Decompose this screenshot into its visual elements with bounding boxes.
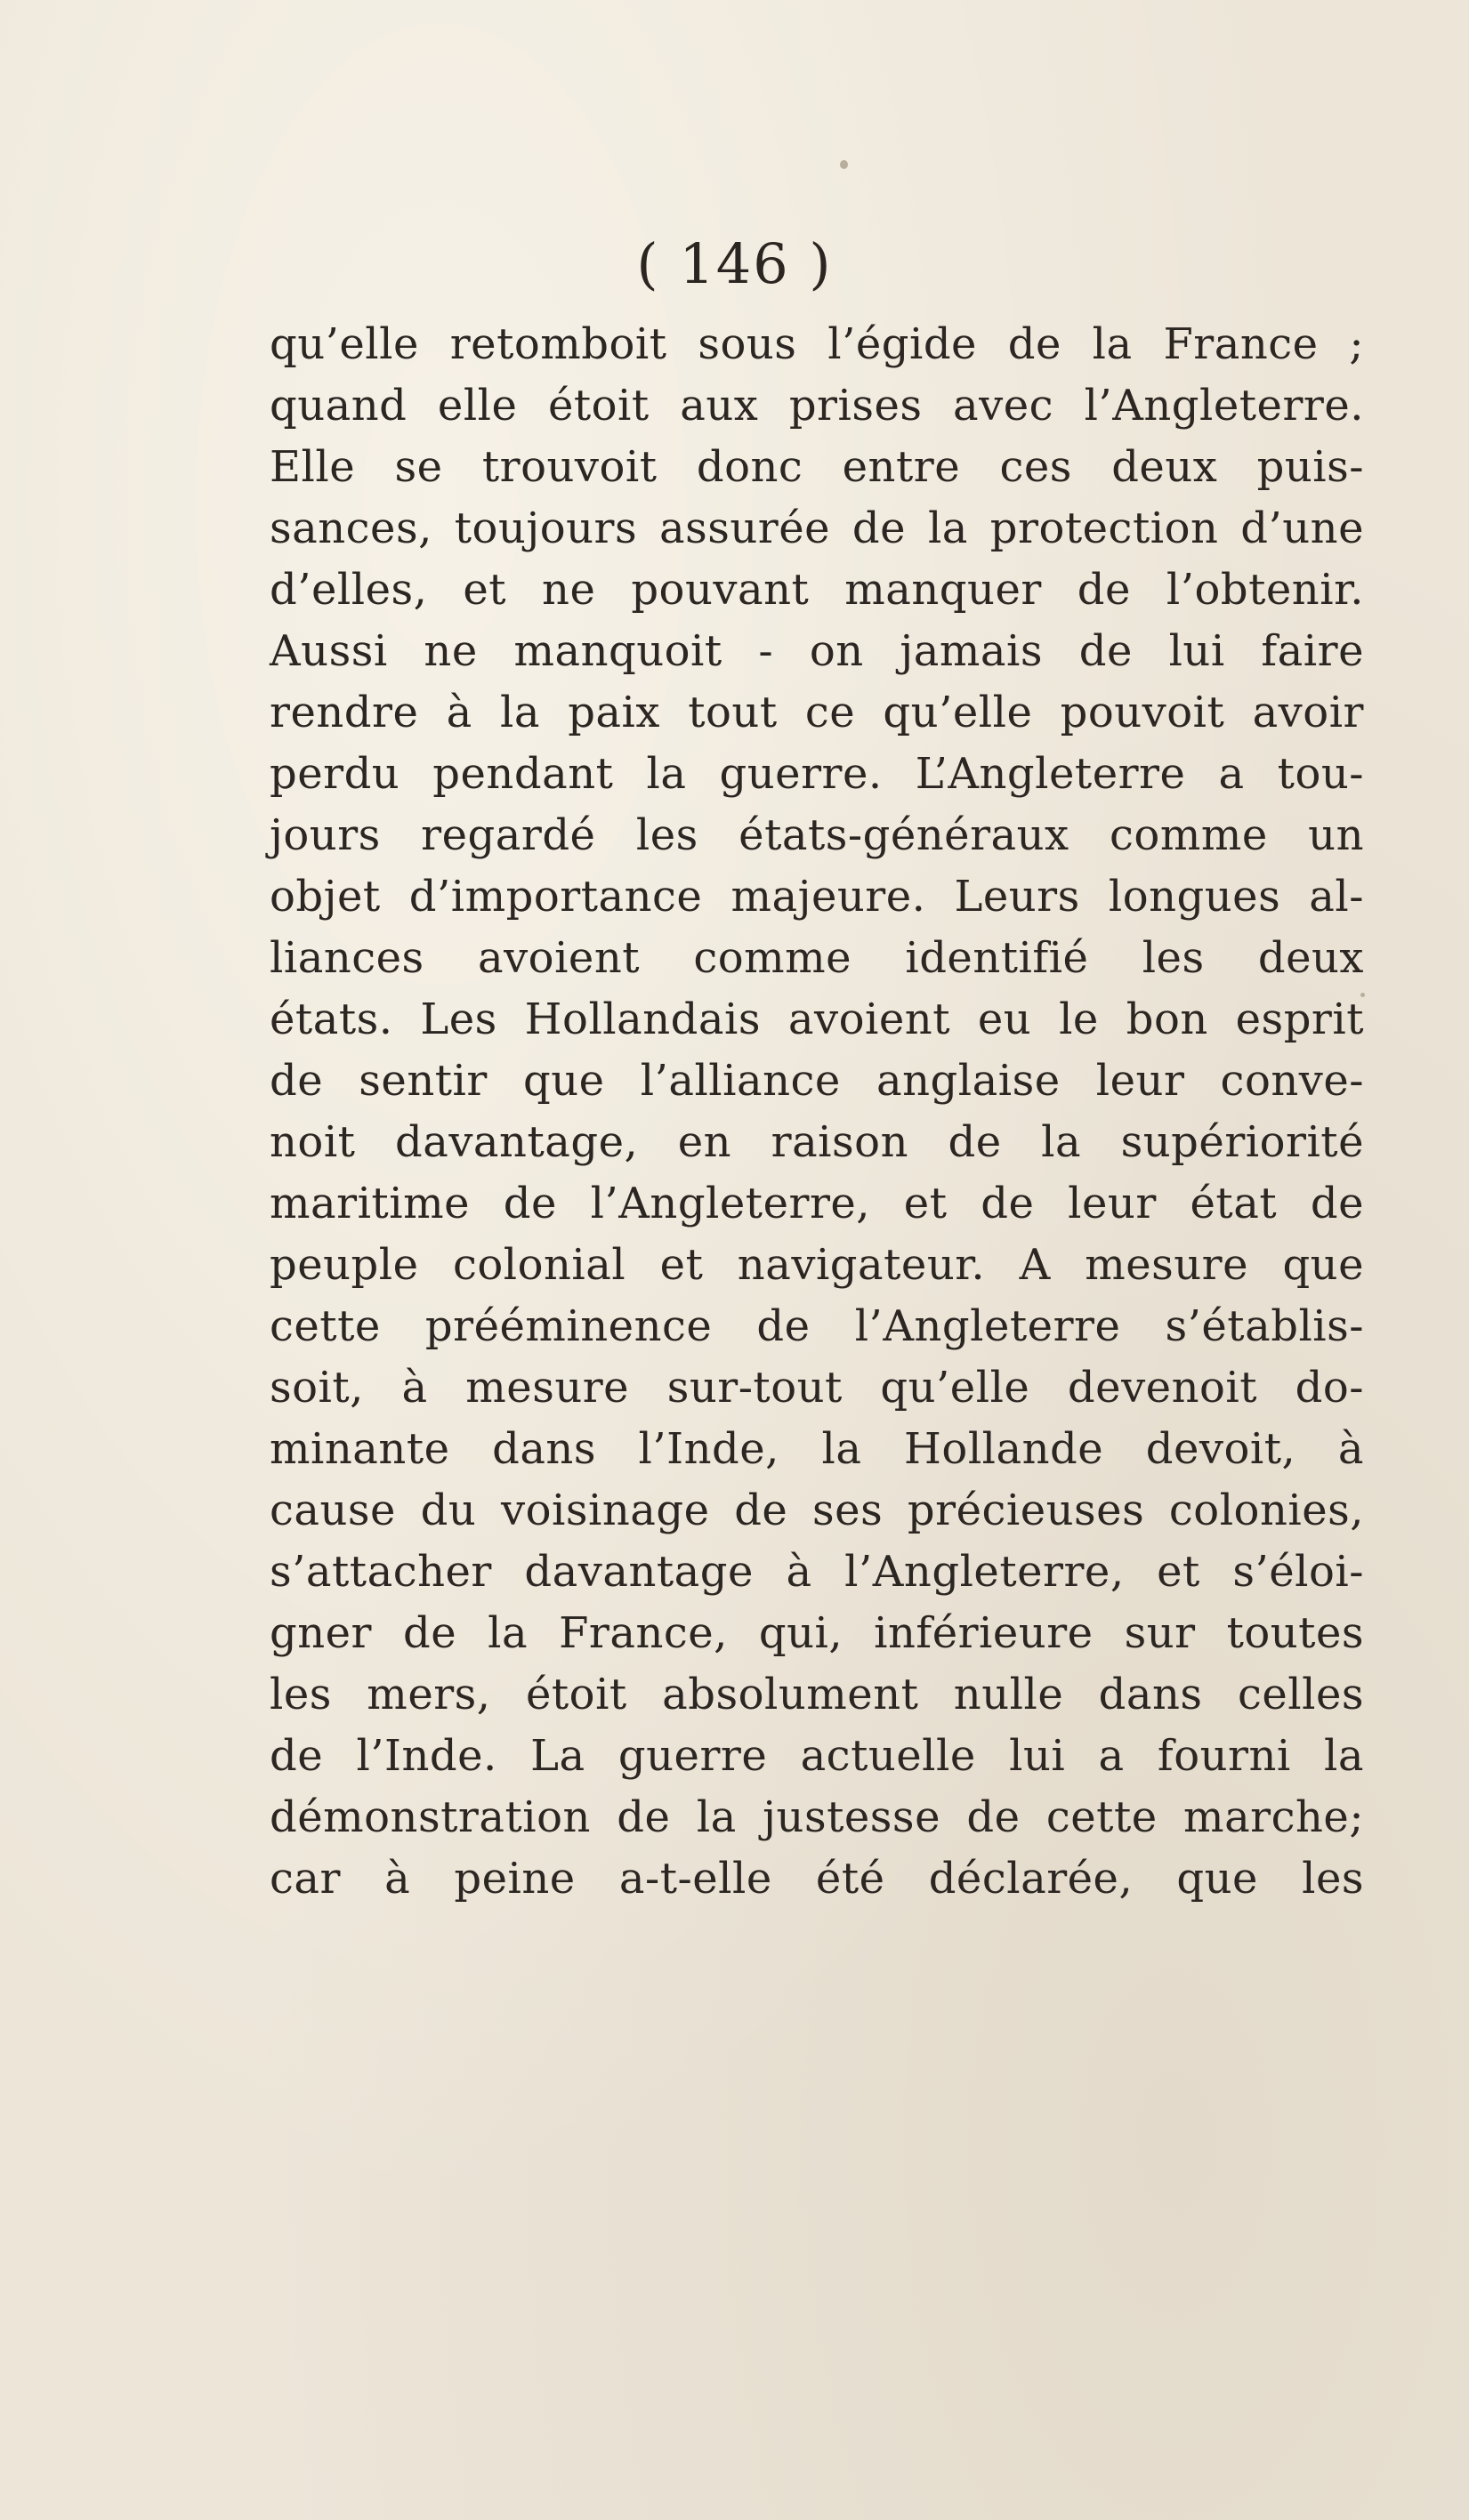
text-line: gner de la France, qui, inférieure sur toutes (270, 1608, 1364, 1658)
paper-speck (840, 160, 848, 169)
text-line: cette prééminence de l’Angleterre s’établis- (270, 1301, 1364, 1351)
text-line: car à peine a-t-elle été déclarée, que les (270, 1854, 1364, 1904)
text-line: objet d’importance majeure. Leurs longues al- (270, 872, 1364, 922)
text-line: sances, toujours assurée de la protection d’une (270, 503, 1364, 553)
text-line: maritime de l’Angleterre, et de leur état de (270, 1179, 1364, 1228)
text-line: cause du voisinage de ses précieuses colonies, (270, 1485, 1364, 1535)
text-line: jours regardé les états-généraux comme un (270, 810, 1364, 860)
text-line: perdu pendant la guerre. L’Angleterre a tou- (270, 749, 1364, 799)
text-line: Elle se trouvoit donc entre ces deux puis- (270, 442, 1364, 492)
text-line: Aussi ne manquoit - on jamais de lui faire (270, 626, 1364, 676)
text-line: états. Les Hollandais avoient eu le bon esprit (270, 994, 1364, 1044)
text-line: noit davantage, en raison de la supériorité (270, 1117, 1364, 1167)
text-line: s’attacher davantage à l’Angleterre, et s’éloi- (270, 1547, 1364, 1597)
text-line: liances avoient comme identifié les deux (270, 933, 1364, 983)
text-line: qu’elle retomboit sous l’égide de la France ; (270, 319, 1364, 369)
text-line: quand elle étoit aux prises avec l’Angleterre. (270, 381, 1364, 431)
text-line: les mers, étoit absolument nulle dans celles (270, 1670, 1364, 1719)
text-line: minante dans l’Inde, la Hollande devoit, à (270, 1424, 1364, 1474)
page-number: ( 146 ) (636, 231, 833, 296)
text-line: soit, à mesure sur-tout qu’elle devenoit do- (270, 1363, 1364, 1413)
text-line: d’elles, et ne pouvant manquer de l’obtenir. (270, 565, 1364, 615)
text-line: de l’Inde. La guerre actuelle lui a fourni la (270, 1731, 1364, 1781)
text-line: rendre à la paix tout ce qu’elle pouvoit avoir (270, 688, 1364, 737)
body-text (270, 314, 1364, 1910)
text-line: de sentir que l’alliance anglaise leur conve- (270, 1056, 1364, 1106)
text-line: démonstration de la justesse de cette marche; (270, 1792, 1364, 1842)
text-line: peuple colonial et navigateur. A mesure que (270, 1240, 1364, 1290)
